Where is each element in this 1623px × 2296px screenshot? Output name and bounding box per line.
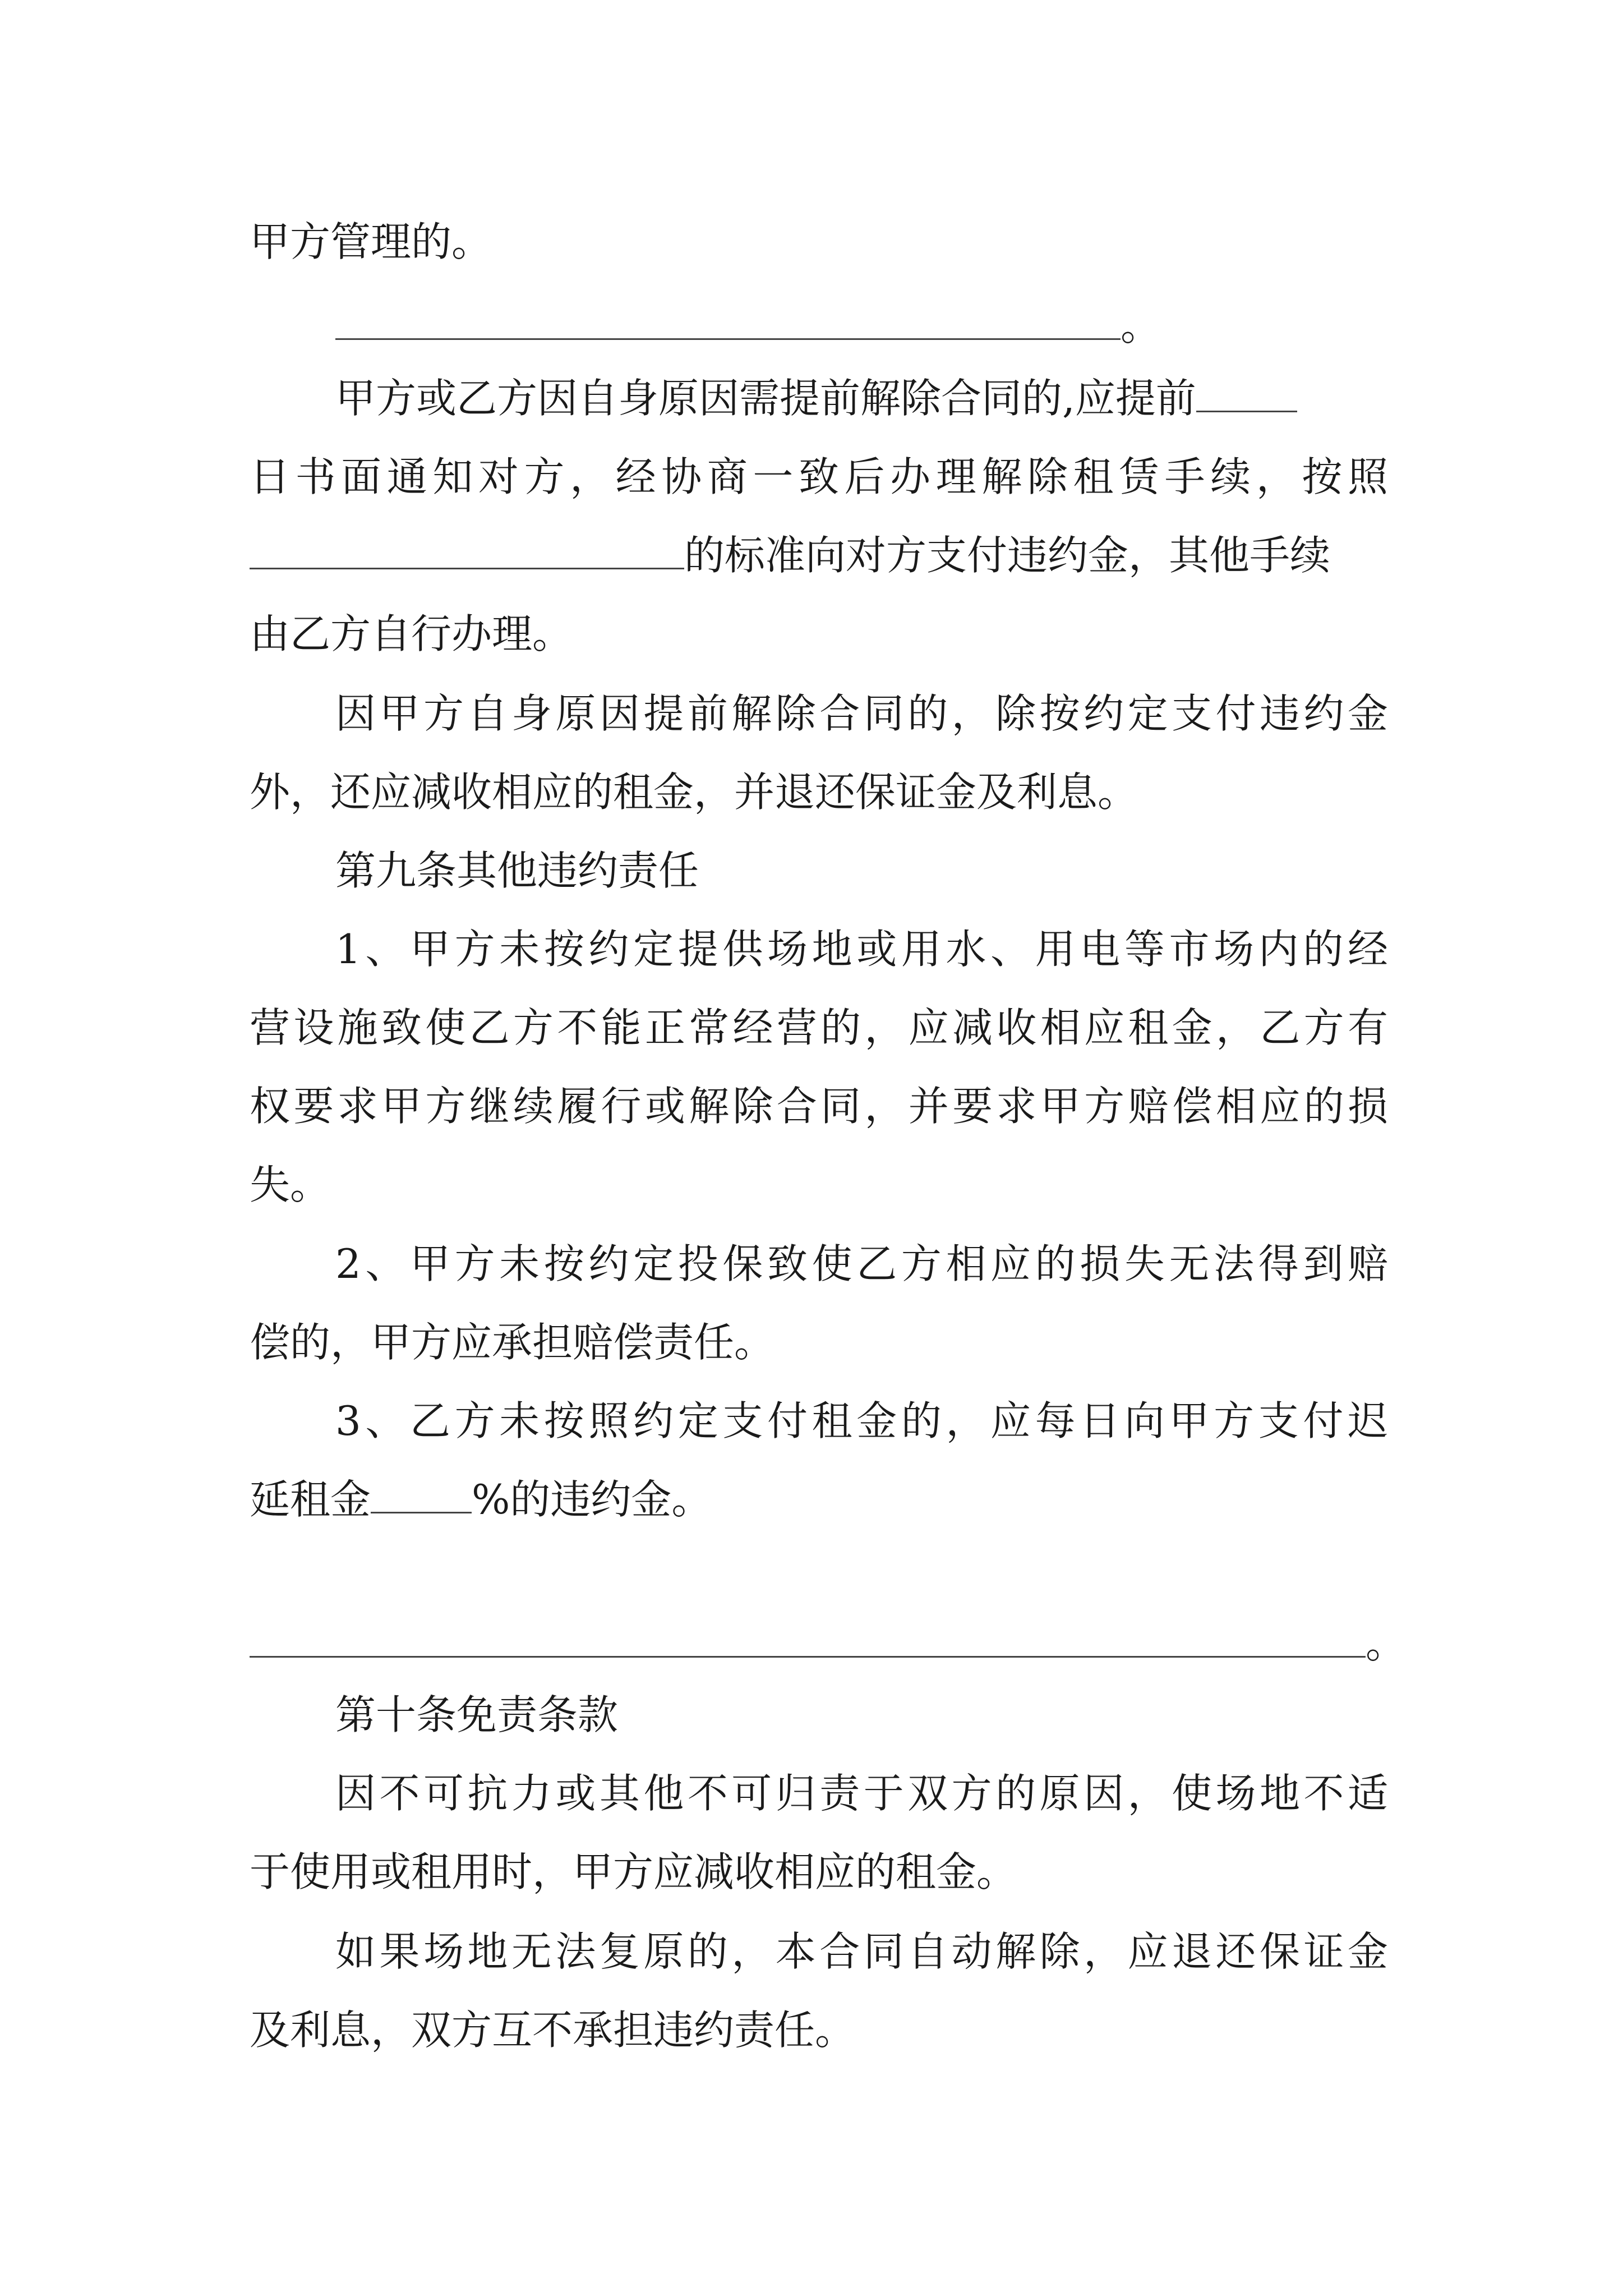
text-line: 因甲方自身原因提前解除合同的，除按约定支付违约金 (335, 690, 1388, 737)
text-line: 如果场地无法复原的，本合同自动解除，应退还保证金 (335, 1928, 1388, 1975)
line-end-mark: 。 (1366, 1620, 1407, 1667)
blank-line (250, 1616, 1406, 1672)
text-line: 由乙方自行办理。 (250, 610, 573, 657)
text-line: 1、甲方未按约定提供场地或用水、用电等市场内的经 (335, 926, 1388, 973)
section-heading: 第十条免责条款 (335, 1691, 619, 1738)
text-line (250, 527, 1330, 583)
text-line: 外，还应减收相应的租金，并退还保证金及利息。 (250, 769, 1138, 816)
text-span: 甲方或乙方因自身原因需提前解除合同的,应提前 (335, 375, 1196, 422)
text-line: 营设施致使乙方不能正常经营的，应减收相应租金，乙方有 (250, 1004, 1388, 1051)
text-span: 延租金 (250, 1476, 371, 1523)
text-line: 偿的，甲方应承担赔偿责任。 (250, 1319, 775, 1366)
text-line: 失。 (250, 1161, 331, 1208)
text-line: 因不可抗力或其他不可归责于双方的原因，使场地不适 (335, 1770, 1388, 1817)
fill-in-blank[interactable] (250, 1621, 1366, 1658)
text-span: %的违约金。 (472, 1476, 712, 1523)
line-end-mark: 。 (1121, 302, 1161, 349)
text-line (335, 370, 1297, 426)
text-line: 于使用或租用时，甲方应减收相应的租金。 (250, 1848, 1017, 1895)
text-line: 日书面通知对方，经协商一致后办理解除租赁手续，按照 (250, 453, 1388, 500)
text-line: 2、甲方未按约定投保致使乙方相应的损失无法得到赔 (335, 1240, 1388, 1287)
fill-in-blank[interactable] (335, 303, 1121, 340)
text-span: 的标准向对方支付违约金，其他手续 (684, 532, 1331, 579)
fill-in-blank[interactable] (1196, 376, 1297, 412)
fill-in-blank[interactable] (250, 533, 684, 569)
text-line: 权要求甲方继续履行或解除合同，并要求甲方赔偿相应的损 (250, 1083, 1388, 1130)
text-line: 及利息，双方互不承担违约责任。 (250, 2007, 856, 2054)
fill-in-blank[interactable] (371, 1477, 472, 1513)
text-line (250, 1471, 712, 1527)
text-line: 3、乙方未按照约定支付租金的，应每日向甲方支付迟 (335, 1397, 1388, 1444)
blank-line (335, 298, 1161, 354)
section-heading: 第九条其他违约责任 (335, 847, 699, 894)
text-line: 甲方管理的。 (250, 218, 492, 265)
